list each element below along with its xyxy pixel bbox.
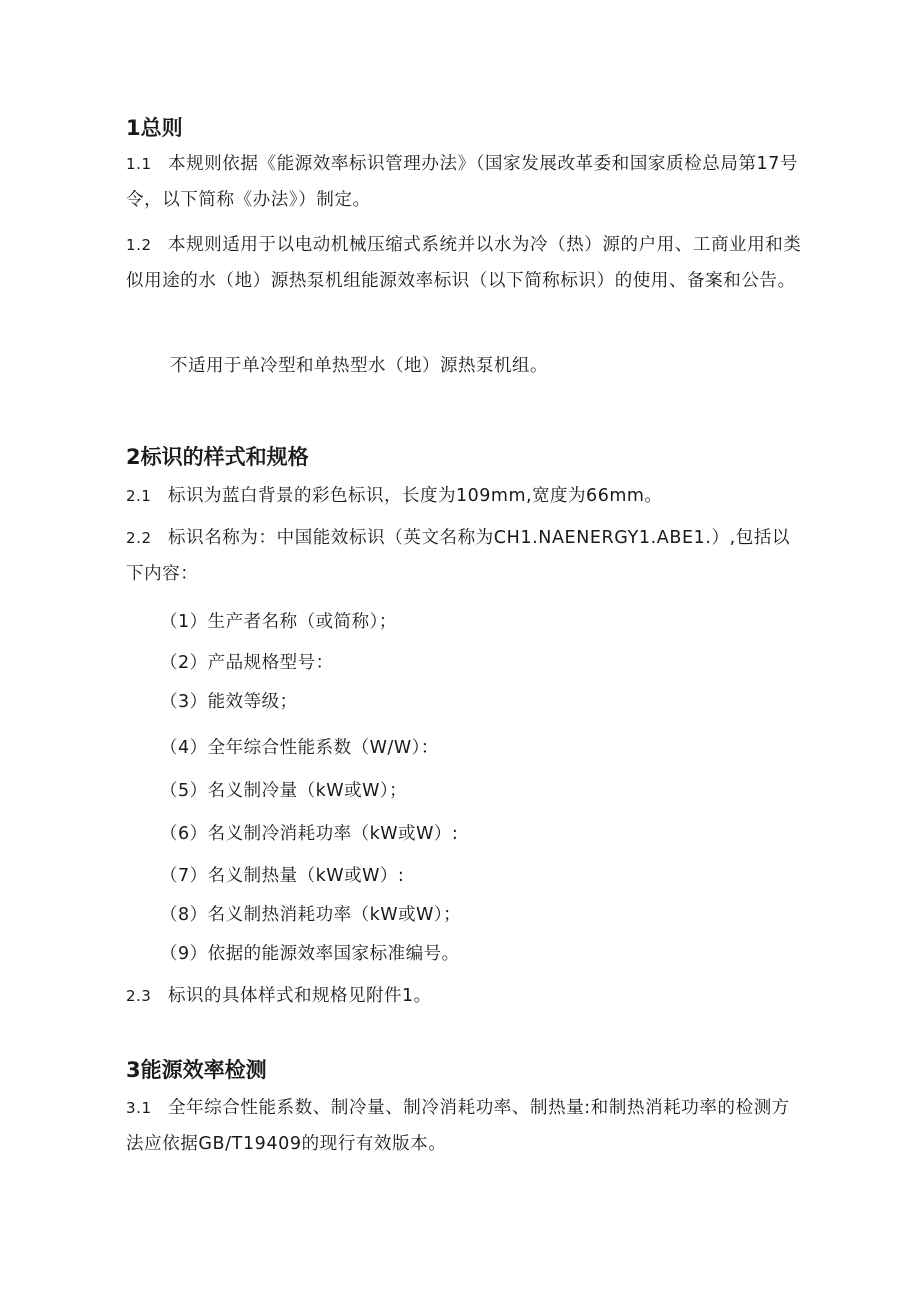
paragraph-2-1 [126, 484, 662, 508]
paragraph-3-1 [126, 1090, 806, 1162]
list-item: （4）全年综合性能系数（W/W）： [160, 738, 439, 758]
paragraph-2-1-number: 2.1 [126, 487, 152, 505]
section-1-note: 不适用于单冷型和单热型水（地）源热泵机组。 [170, 356, 548, 376]
paragraph-2-2-number: 2.2 [126, 529, 152, 547]
list-item: （8）名义制热消耗功率（kW或W）； [160, 905, 462, 925]
paragraph-1-1-number: 1.1 [126, 155, 152, 173]
paragraph-2-3-text: 标识的具体样式和规格见附件1。 [168, 986, 432, 1006]
paragraph-2-2 [126, 520, 806, 592]
paragraph-1-1 [126, 146, 806, 218]
list-item: （5）名义制冷量（kW或W）； [160, 781, 408, 801]
paragraph-3-1-text: 全年综合性能系数、制冷量、制冷消耗功率、制热量:和制热消耗功率的检测方法应依据GB/T19409的现行有效版本。 [126, 1098, 790, 1154]
paragraph-2-3 [126, 984, 432, 1008]
paragraph-2-3-number: 2.3 [126, 987, 152, 1005]
paragraph-2-2-text: 标识名称为：中国能效标识（英文名称为CH1.NAENERGY1.ABE1.）,包括以下内容： [126, 528, 791, 584]
section-2-heading: 2标识的样式和规格 [126, 445, 309, 469]
paragraph-1-2 [126, 227, 806, 299]
paragraph-3-1-number: 3.1 [126, 1099, 152, 1117]
list-item: （1）生产者名称（或简称）； [160, 612, 397, 632]
section-3-heading: 3能源效率检测 [126, 1058, 267, 1082]
list-item: （6）名义制冷消耗功率（kW或W）: [160, 824, 459, 844]
paragraph-2-1-text: 标识为蓝白背景的彩色标识，长度为109mm,宽度为66mm。 [168, 486, 663, 506]
paragraph-1-1-text: 本规则依据《能源效率标识管理办法》（国家发展改革委和国家质检总局第17号令，以下简称《办法》）制定。 [126, 154, 799, 210]
list-item: （3）能效等级； [160, 692, 298, 712]
list-item: （7）名义制热量（kW或W）: [160, 866, 405, 886]
list-item: （2）产品规格型号： [160, 653, 334, 673]
section-1-heading: 1总则 [126, 116, 183, 140]
list-item: （9）依据的能源效率国家标准编号。 [160, 944, 460, 964]
paragraph-1-2-number: 1.2 [126, 236, 152, 254]
paragraph-1-2-text: 本规则适用于以电动机械压缩式系统并以水为冷（热）源的户用、工商业用和类似用途的水（地）源热泵机组能源效率标识（以下简称标识）的使用、备案和公告。 [126, 235, 802, 291]
